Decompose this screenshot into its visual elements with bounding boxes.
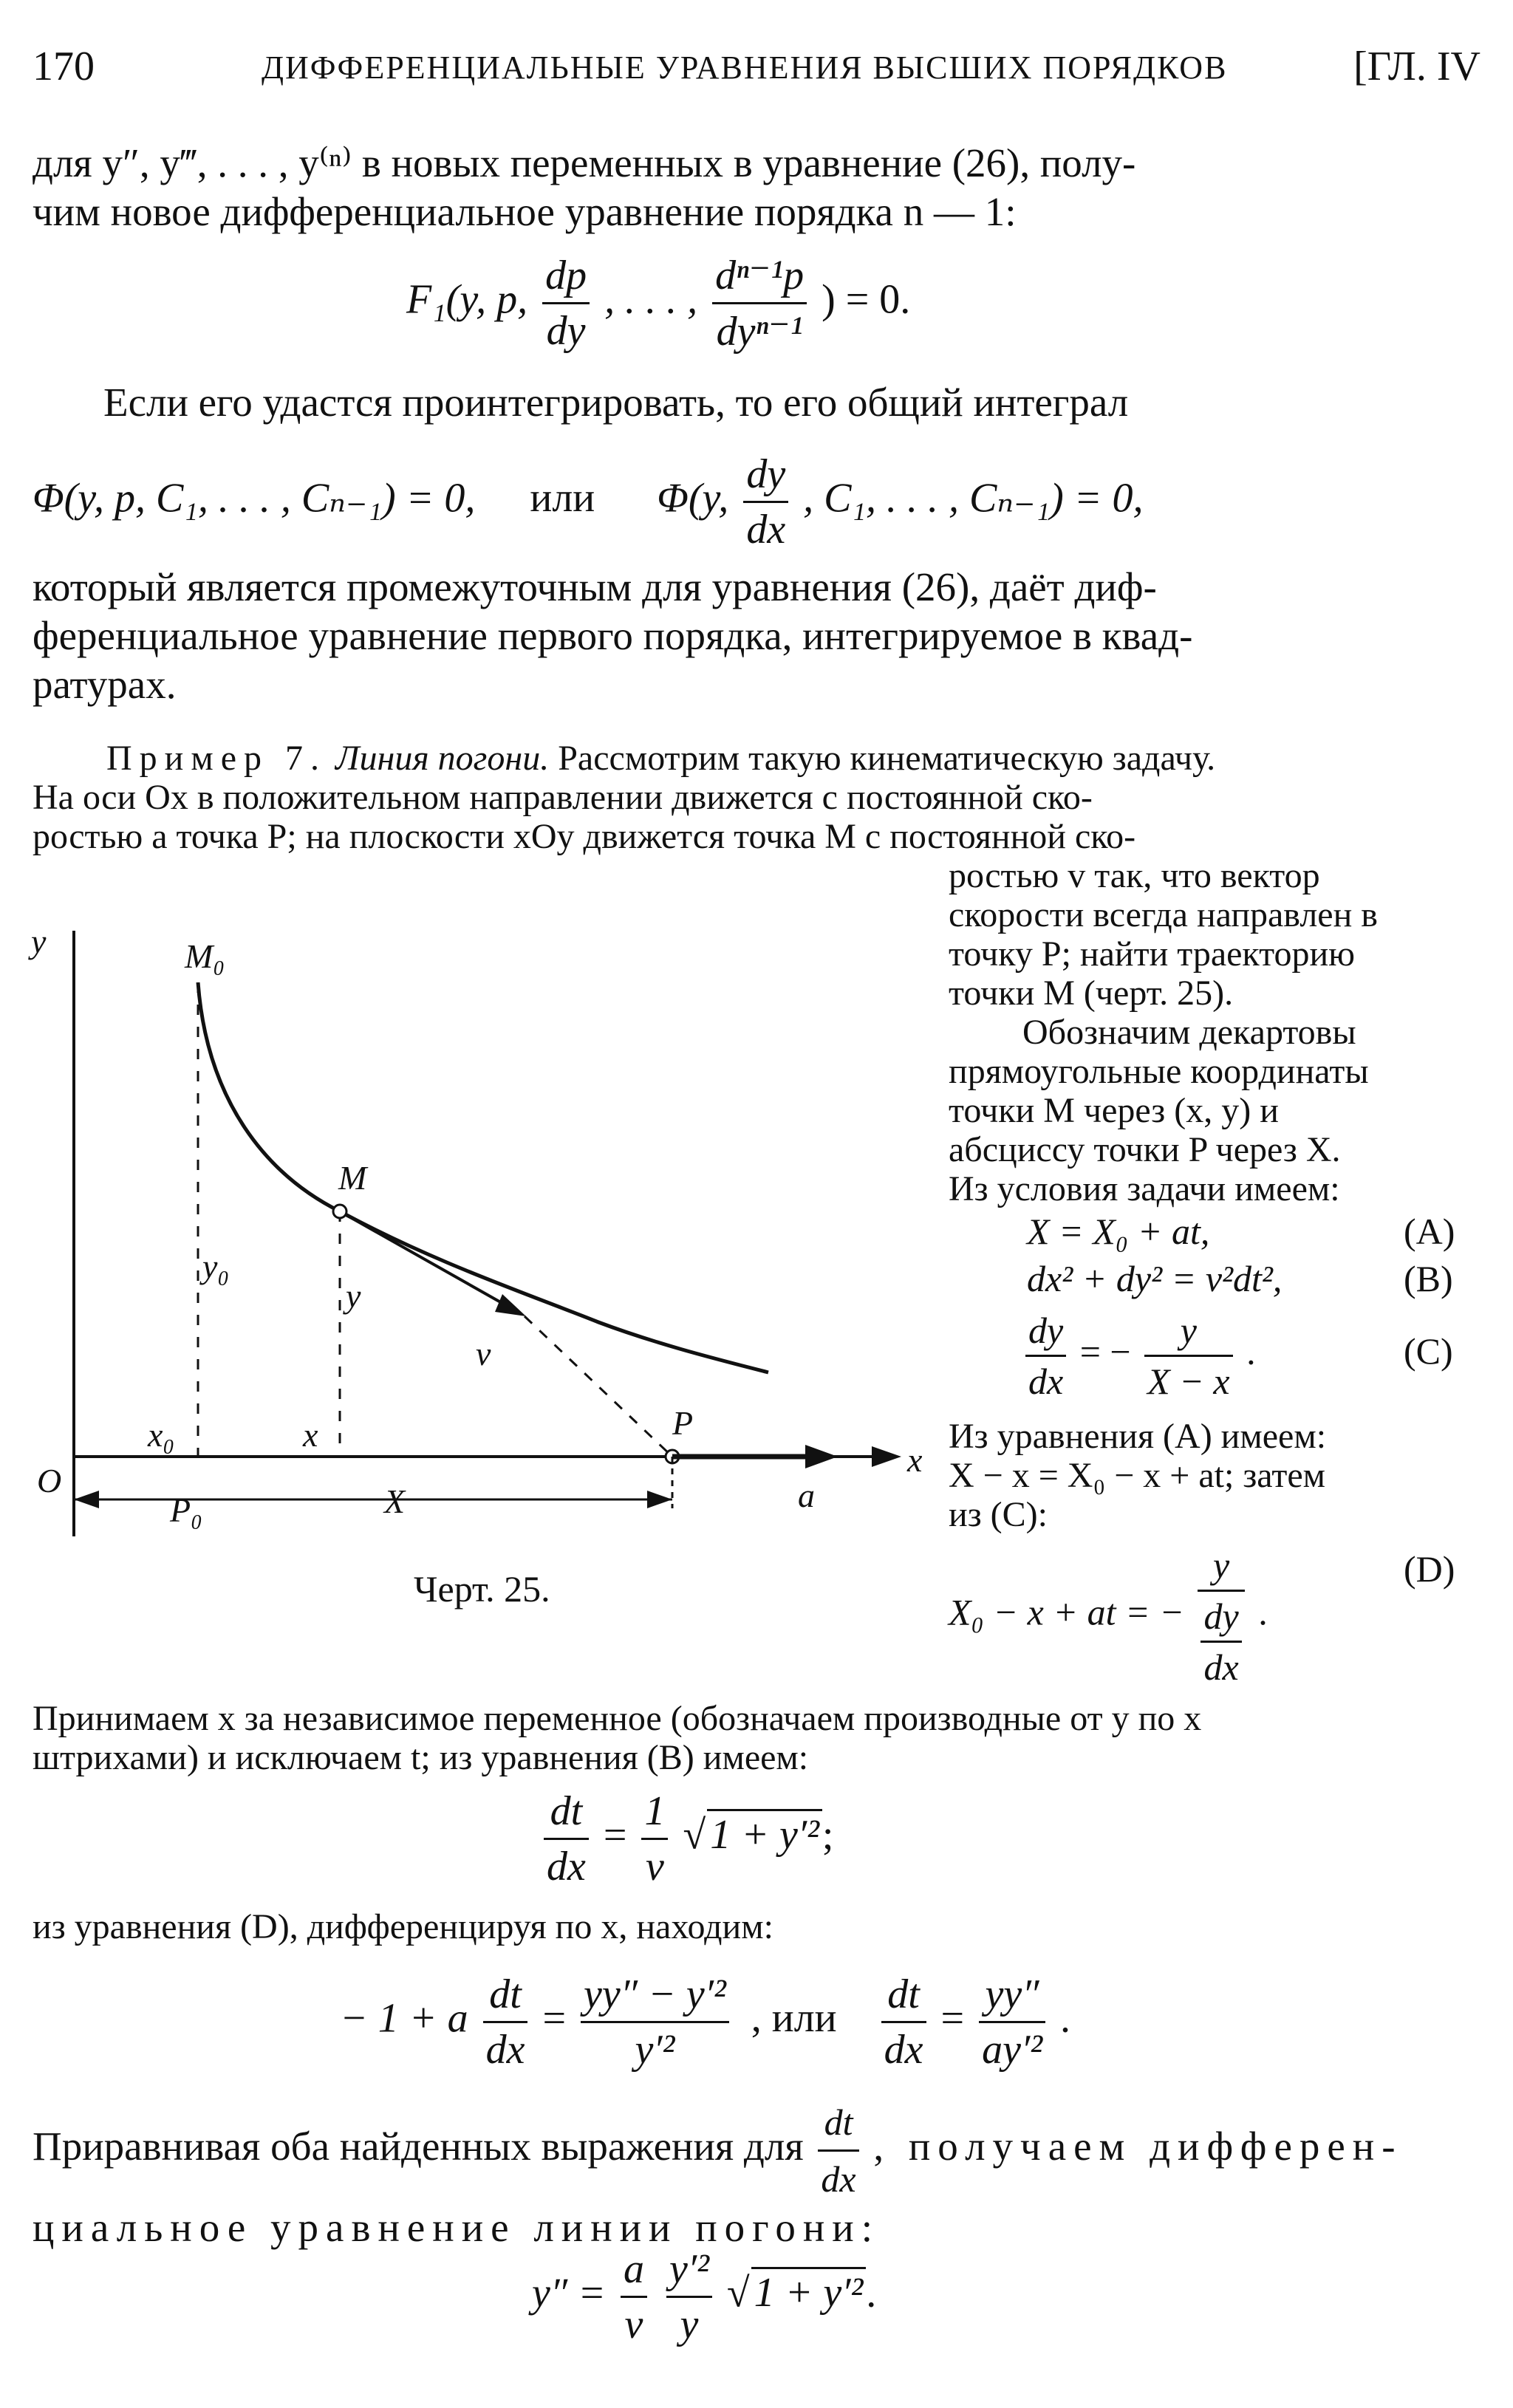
numerator: dⁿ⁻¹p: [712, 251, 807, 304]
eq-text: − 1 + a: [340, 1995, 468, 2042]
text-line: из (C):: [949, 1495, 1048, 1534]
label-p: P: [672, 1404, 694, 1442]
inner-fraction: [1201, 1595, 1241, 1689]
fraction: [743, 451, 788, 553]
sqrt-content: 1 + y′²: [707, 1809, 822, 1858]
page-number: 170: [33, 44, 95, 89]
denominator: dy: [546, 308, 586, 354]
eq-text: =: [542, 1995, 567, 2042]
text-line: На оси Ox в положительном направлении движется с постоянной ско-: [33, 778, 1093, 817]
example-title: Линия погони.: [335, 739, 550, 778]
sqrt-content: 1 + y′²: [751, 2267, 867, 2316]
text-line: Из условия задачи имеем:: [949, 1169, 1340, 1208]
fraction: [881, 1971, 926, 2073]
eq-text: Φ(y, p, C₁, . . . , Cₙ₋₁) = 0,: [33, 475, 476, 521]
equation-b-tag: (B): [1404, 1258, 1453, 1299]
eq-text: .: [866, 2270, 877, 2316]
numerator: dp: [542, 252, 590, 304]
velocity-vector: [340, 1211, 510, 1307]
eq-text: Φ(y,: [657, 475, 729, 521]
eq-text: dx² + dy² = v²dt²,: [1027, 1258, 1283, 1299]
numerator: dt: [818, 2098, 858, 2152]
paragraph-1: [33, 139, 1479, 236]
pursuit-curve: [198, 982, 768, 1372]
denominator: [1198, 1592, 1244, 1689]
dimension-arrow-left-icon: [74, 1491, 99, 1508]
text-line: который является промежуточным для уравнения (26), даёт диф-: [33, 564, 1157, 609]
label-x: x: [303, 1416, 318, 1454]
paragraph-3: [33, 563, 1479, 709]
text-line: X − x = X₀ − x + at; затем: [949, 1456, 1325, 1495]
text-line: ференциальное уравнение первого порядка, интегрируемое в квад-: [33, 613, 1193, 658]
eq-text: , или: [751, 1995, 837, 2042]
paragraph-6: [33, 2098, 1479, 2252]
text-line: скорости всегда направлен в: [949, 895, 1378, 934]
denominator: y′²: [635, 2027, 675, 2073]
numerator: yy″: [979, 1971, 1045, 2023]
example-right-column: [949, 856, 1480, 1208]
equation-d-tag: (D): [1404, 1548, 1455, 1590]
label-origin: O: [37, 1462, 62, 1499]
text-line: циальное уравнение линии погони:: [33, 2205, 881, 2250]
equation-c-tag: (C): [1404, 1330, 1453, 1372]
label-v: v: [476, 1335, 491, 1372]
equation-c: $\frac{dy}{dx}$ = − $\frac{y}{X - x}$ .: [1021, 1309, 1256, 1403]
label-y-axis: y: [31, 923, 47, 960]
running-title: ДИФФЕРЕНЦИАЛЬНЫЕ УРАВНЕНИЯ ВЫСШИХ ПОРЯДКОВ: [262, 49, 1228, 86]
denominator: dx: [1203, 1646, 1239, 1688]
eq-text: X₀ − x + at = −: [949, 1591, 1184, 1633]
example-label: Пример 7.: [106, 739, 327, 778]
eq-text: y″ =: [532, 2270, 606, 2316]
eq-text: , C₁, . . . , Cₙ₋₁) = 0,: [803, 475, 1144, 521]
example-right-after: [949, 1417, 1480, 1534]
p-velocity-arrow-icon: [805, 1445, 838, 1468]
numerator: y: [1144, 1309, 1232, 1357]
fraction: [712, 251, 807, 355]
denominator: y: [680, 2302, 699, 2347]
text-line: Обозначим декартовы: [1022, 1013, 1356, 1052]
fraction: [483, 1971, 528, 2073]
denominator: dx: [884, 2027, 923, 2073]
text-line: ратурах.: [33, 662, 177, 707]
page-header: [33, 43, 1480, 95]
text-line: Если его удастся проинтегрировать, то его общий интеграл: [103, 380, 1129, 425]
numerator: a: [621, 2245, 647, 2298]
text-line: [33, 739, 1479, 778]
numerator: dt: [483, 1971, 528, 2023]
figure-pursuit-curve: [22, 909, 946, 1559]
denominator: dx: [821, 2158, 856, 2200]
tangent-dashed: [525, 1316, 672, 1457]
denominator: dyⁿ⁻¹: [716, 309, 803, 355]
paragraph-2: [103, 378, 1433, 427]
text-line: [33, 2098, 1479, 2203]
text-line: ростью v так, что вектор: [949, 856, 1320, 895]
denominator: X − x: [1147, 1361, 1230, 1402]
figure-caption: Черт. 25.: [414, 1568, 550, 1610]
equation-a: [1027, 1210, 1209, 1253]
denominator: dx: [485, 2027, 525, 2073]
eq-text: =: [940, 1995, 965, 2042]
equation-b: [1027, 1257, 1282, 1300]
paragraph-5: [33, 1907, 1479, 1946]
numerator: y′²: [666, 2245, 712, 2298]
equation-dt-dx: $\frac{dt}{dx}$ = $\frac{1}{v}$ √ 1 + y′²;: [539, 1788, 833, 1890]
numerator: dy: [743, 451, 788, 503]
text-line: чим новое дифференциальное уравнение порядка n — 1:: [33, 189, 1017, 234]
velocity-arrow-icon: [495, 1294, 526, 1316]
equation-a-tag: (A): [1404, 1211, 1455, 1252]
label-big-x: X: [384, 1482, 406, 1520]
denominator: dx: [547, 1844, 586, 1889]
equation-integral: [33, 451, 1144, 553]
denominator: v: [624, 2302, 643, 2347]
chapter-label: [ГЛ. IV: [1353, 44, 1480, 89]
text-span: , получаем дифферен-: [873, 2124, 1403, 2169]
equation-differentiated: [340, 1971, 1070, 2073]
eq-text: , . . . ,: [604, 276, 698, 323]
text-line: Принимаем x за независимое переменное (обозначаем производные от y по x: [33, 1699, 1202, 1738]
label-y: y: [346, 1277, 361, 1315]
label-x0: x₀: [148, 1416, 175, 1454]
text-line: из уравнения (D), дифференцируя по x, находим:: [33, 1907, 773, 1946]
fraction: [542, 252, 590, 355]
eq-text: =: [603, 1812, 627, 1858]
numerator: yy″ − y′²: [581, 1971, 729, 2023]
text-line: для y″, y‴, . . . , y⁽ⁿ⁾ в новых переменных в уравнение (26), полу-: [33, 140, 1136, 185]
eq-text: X = X₀ + at,: [1027, 1211, 1210, 1252]
fraction: [818, 2098, 858, 2203]
denominator: dx: [1028, 1361, 1064, 1402]
fraction: [621, 2245, 647, 2348]
example-intro: [33, 739, 1479, 856]
text-line: абсциссу точки P через X.: [949, 1130, 1341, 1169]
fraction: [979, 1971, 1045, 2073]
fraction: [1198, 1544, 1244, 1689]
label-a: a: [798, 1477, 815, 1514]
dimension-arrow-right-icon: [647, 1491, 672, 1508]
eq-text: или: [530, 475, 595, 521]
label-x-axis: x: [907, 1441, 923, 1479]
denominator: v: [646, 1844, 664, 1889]
denominator: ay′²: [982, 2027, 1042, 2073]
eq-text: .: [1060, 1995, 1070, 2042]
fraction: [544, 1788, 589, 1890]
text-line: Из уравнения (A) имеем:: [949, 1417, 1327, 1456]
numerator: dy: [1025, 1309, 1066, 1357]
numerator: y: [1198, 1544, 1244, 1592]
fraction: [666, 2245, 712, 2348]
label-m0: M₀: [185, 937, 225, 975]
x-axis-arrow-icon: [872, 1446, 901, 1467]
text-line: точки M через (x, y) и: [949, 1091, 1279, 1130]
fraction: [1025, 1309, 1066, 1403]
numerator: dt: [881, 1971, 926, 2023]
equation-f1: [406, 251, 910, 355]
text-line: точки M (черт. 25).: [949, 974, 1234, 1013]
eq-text: ) = 0.: [822, 276, 911, 323]
numerator: dy: [1201, 1595, 1241, 1643]
fraction: [641, 1788, 668, 1890]
equation-pursuit: y″ = $\frac{a}{v}$ $\frac{\text{y′²}}{y}$ √ 1 + y′².: [532, 2246, 877, 2347]
text-span: Рассмотрим такую кинематическую задачу.: [558, 739, 1216, 778]
text-line: прямоугольные координаты: [949, 1052, 1369, 1091]
eq-text: = −: [1079, 1330, 1131, 1372]
equation-d: X₀ − x + at = − $\frac{y}{\frac{dy}{dx}}$ .: [949, 1545, 1268, 1688]
point-m: [333, 1205, 346, 1218]
eq-text: ;: [822, 1812, 834, 1858]
denominator: dx: [746, 507, 786, 553]
fraction: [581, 1971, 729, 2073]
eq-text: F₁(y, p,: [406, 276, 528, 323]
paragraph-4: [33, 1699, 1479, 1777]
numerator: 1: [641, 1788, 668, 1840]
label-y0: y₀: [202, 1248, 230, 1285]
text-line: ростью a точка P; на плоскости xOy движется точка M с постоянной ско-: [33, 817, 1136, 856]
numerator: dt: [544, 1788, 589, 1840]
label-p0: P₀: [170, 1491, 203, 1529]
label-m: M: [338, 1159, 367, 1197]
text-line: точку P; найти траекторию: [949, 934, 1356, 974]
text-span: Приравнивая оба найденных выражения для: [33, 2124, 804, 2169]
fraction: [1144, 1309, 1232, 1403]
text-line: штрихами) и исключаем t; из уравнения (B) имеем:: [33, 1738, 809, 1777]
